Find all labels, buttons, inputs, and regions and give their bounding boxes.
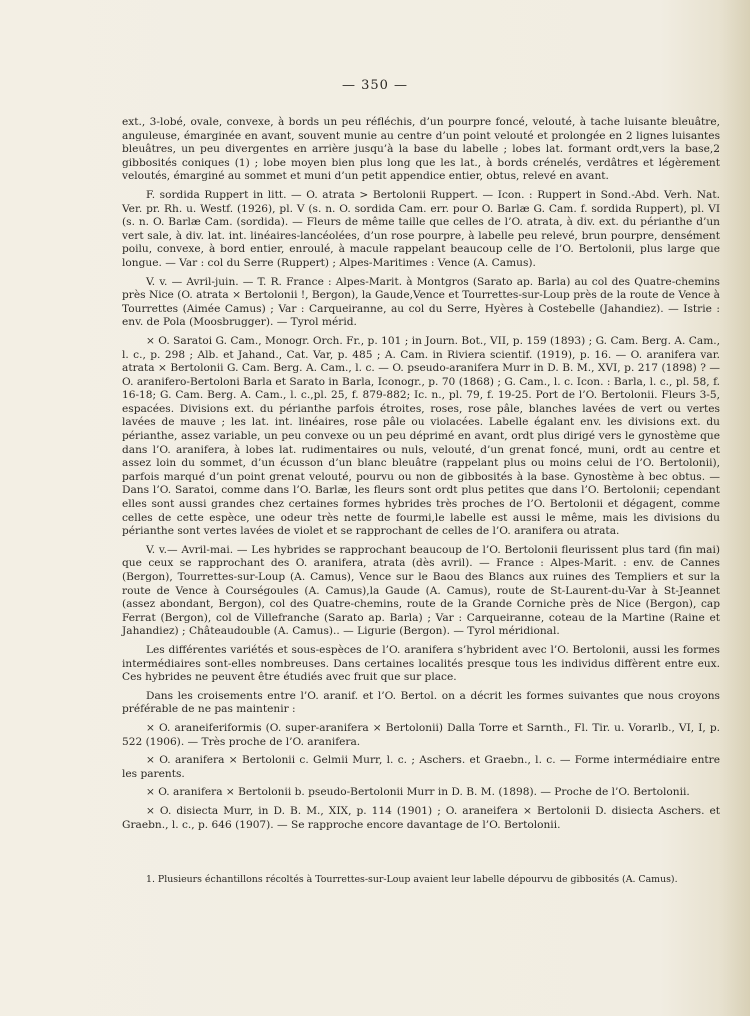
page-number: — 350 — [341, 78, 409, 93]
footnote: 1. Plusieurs échantillons récoltés à Tourrettes-sur-Loup avaient leur labelle dépourvu de gibbosités (A. Camus). [146, 874, 678, 885]
paragraph-forma-sordida: F. sordida Ruppert in litt. — O. atrata > Bertolonii Ruppert. — Icon. : Ruppert in Sond.-Abd. Verh. Nat. Ver. pr. Rh. u. Westf. (1926), pl. V (s. n. O. sordida Cam. err. pour O. Barlæ G. Cam. f. sordida Ruppert), pl. VI (s. n. O. Barlæ Cam. (sordida). — Fleurs de même taille que celles de l’O. atrata, à div. ext. du périanthe d’un vert sale, à div. lat. int. linéaires-lancéolées, d’un rose pourpre, à labelle peu relevé, brun pourpre, densément poilu, convexe, à bord entier, enroulé, à macule rappelant beaucoup celle de l’O. Bertolonii, plus large que longue. — Var : col du Serre (Ruppert) ; Alpes-Maritimes : Vence (A. Camus). [122, 188, 720, 269]
paragraph-saratoi: × O. Saratoi G. Cam., Monogr. Orch. Fr., p. 101 ; in Journ. Bot., VII, p. 159 (1893) ; G. Cam. Berg. A. Cam., l. c., p. 298 ; Alb. et Jahand., Cat. Var, p. 485 ; A. Cam. in Riviera scientif. (1919), p. 16. — O. aranifera var. atrata × Bertolonii G. Cam. Berg. A. Cam., l. c. — O. pseudo-aranifera Murr in D. B. M., XVI, p. 217 (1898) ? — O. aranifero-Bertoloni Barla et Sarato in Barla, Iconogr., p. 70 (1868) ; G. Cam., l. c. Icon. : Barla, l. c., pl. 58, f. 16-18; G. Cam. Berg. A. Cam., l. c.,pl. 25, f. 879-882; Ic. n., pl. 79, f. 19-25. Port de l’O. Bertolonii. Fleurs 3-5, espacées. Divisions ext. du périanthe parfois étroites, roses, rose pâle, blanches lavées de vert ou vertes lavées de mauve ; les lat. int. linéaires, rose pâle ou violacées. Labelle égalant env. les divisions ext. du périanthe, assez variable, un peu convexe ou un peu déprimé en avant, ordt plus dirigé vers le gynostème que dans l’O. aranifera, à lobes lat. rudimentaires ou nuls, velouté, d’un grenat foncé, muni, ordt au centre et assez loin du sommet, d’un écusson d’un blanc bleuâtre (rappelant plus ou moins celui de l’O. Bertolonii), parfois marqué d’un point grenat velouté, pourvu ou non de gibbosités à la base. Gynostème à bec obtus. — Dans l’O. Saratoi, comme dans l’O. Barlæ, les fleurs sont ordt plus petites que dans l’O. Bertolonii; cependant elles sont aussi grandes chez certaines formes hybrides très proches de l’O. Bertolonii et dégagent, comme celles de cette espèce, une odeur très nette de fourmi,le labelle est aussi le même, mais les divisions du périanthe sont vertes lavées de violet et se rapprochant de celles de l’O. aranifera ou atrata. [122, 334, 720, 538]
paragraph-hybrids: Les différentes variétés et sous-espèces de l’O. aranifera s’hybrident avec l’O. Bertolonii, aussi les formes intermédiaires sont-elles nombreuses. Dans certaines localités presque tous les individus diffèrent entre eux. Ces hybrides ne peuvent être étudiés avec fruit que sur place. [122, 643, 720, 684]
paragraph-araneiferiformis: × O. araneiferiformis (O. super-aranifera × Bertolonii) Dalla Torre et Sarnth., Fl. Tir. u. Vorarlb., VI, I, p. 522 (1906). — Très proche de l’O. aranifera. [122, 721, 720, 748]
body-text [122, 116, 720, 837]
paragraph-continuation: ext., 3-lobé, ovale, convexe, à bords un peu réfléchis, d’un pourpre foncé, velouté, à tache luisante bleuâtre, anguleuse, émarginée en avant, souvent munie au centre d’un point velouté et prolongée en 2 lignes luisantes bleuâtres, un peu divergentes en arrière jusqu’à la base du labelle ; lobes lat. formant ordt,vers la base,2 gibbosités coniques (1) ; lobe moyen bien plus long que les lat., à bords crénelés, verdâtres et légèrement veloutés, émarginé au sommet et muni d’un petit appendice entier, obtus, relevé en avant. [122, 116, 720, 183]
paragraph-pseudo-bertolonii: × O. aranifera × Bertolonii b. pseudo-Bertolonii Murr in D. B. M. (1898). — Proche de l’O. Bertolonii. [146, 786, 690, 799]
paragraph-distribution-saratoi: V. v.— Avril-mai. — Les hybrides se rapprochant beaucoup de l’O. Bertolonii fleurissent plus tard (fin mai) que ceux se rapprochant des O. aranifera, atrata (dès avril). — France : Alpes-Marit. : env. de Cannes (Bergon), Tourrettes-sur-Loup (A. Camus), Vence sur le Baou des Blancs aux ruines des Templiers et sur la route de Vence à Courségoules (A. Camus),la Gaude (A. Camus), route de St-Laurent-du-Var à St-Jeannet (assez abondant, Bergon), col des Quatre-chemins, route de la Grande Corniche près de Nice (Bergon), cap Ferrat (Bergon), col de Villefranche (Sarato ap. Barla) ; Var : Carqueiranne, coteau de la Martine (Raine et Jahandiez) ; Châteaudouble (A. Camus).. — Ligurie (Bergon). — Tyrol méridional. [122, 543, 720, 638]
paragraph-distribution-sordida: V. v. — Avril-juin. — T. R. France : Alpes-Marit. à Montgros (Sarato ap. Barla) au col des Quatre-chemins près Nice (O. atrata × Bertolonii !, Bergon), la Gaude,Vence et Tourrettes-sur-Loup près de la route de Vence à Tourrettes (Aimée Camus) ; Var : Carqueiranne, au col du Serre, Hyères à Costebelle (Jahandiez). — Istrie : env. de Pola (Moosbrugger). — Tyrol mérid. [122, 275, 720, 329]
paragraph-disiecta: × O. disiecta Murr, in D. B. M., XIX, p. 114 (1901) ; O. araneifera × Bertolonii D. disiecta Aschers. et Graebn., l. c., p. 646 (1907). — Se rapproche encore davantage de l’O. Bertolonii. [122, 804, 720, 831]
paragraph-crosses: Dans les croisements entre l’O. aranif. et l’O. Bertol. on a décrit les formes suivantes que nous croyons préférable de ne pas maintenir : [122, 689, 720, 716]
paragraph-gelmii: × O. aranifera × Bertolonii c. Gelmii Murr, l. c. ; Aschers. et Graebn., l. c. — Forme intermédiaire entre les parents. [122, 754, 720, 780]
